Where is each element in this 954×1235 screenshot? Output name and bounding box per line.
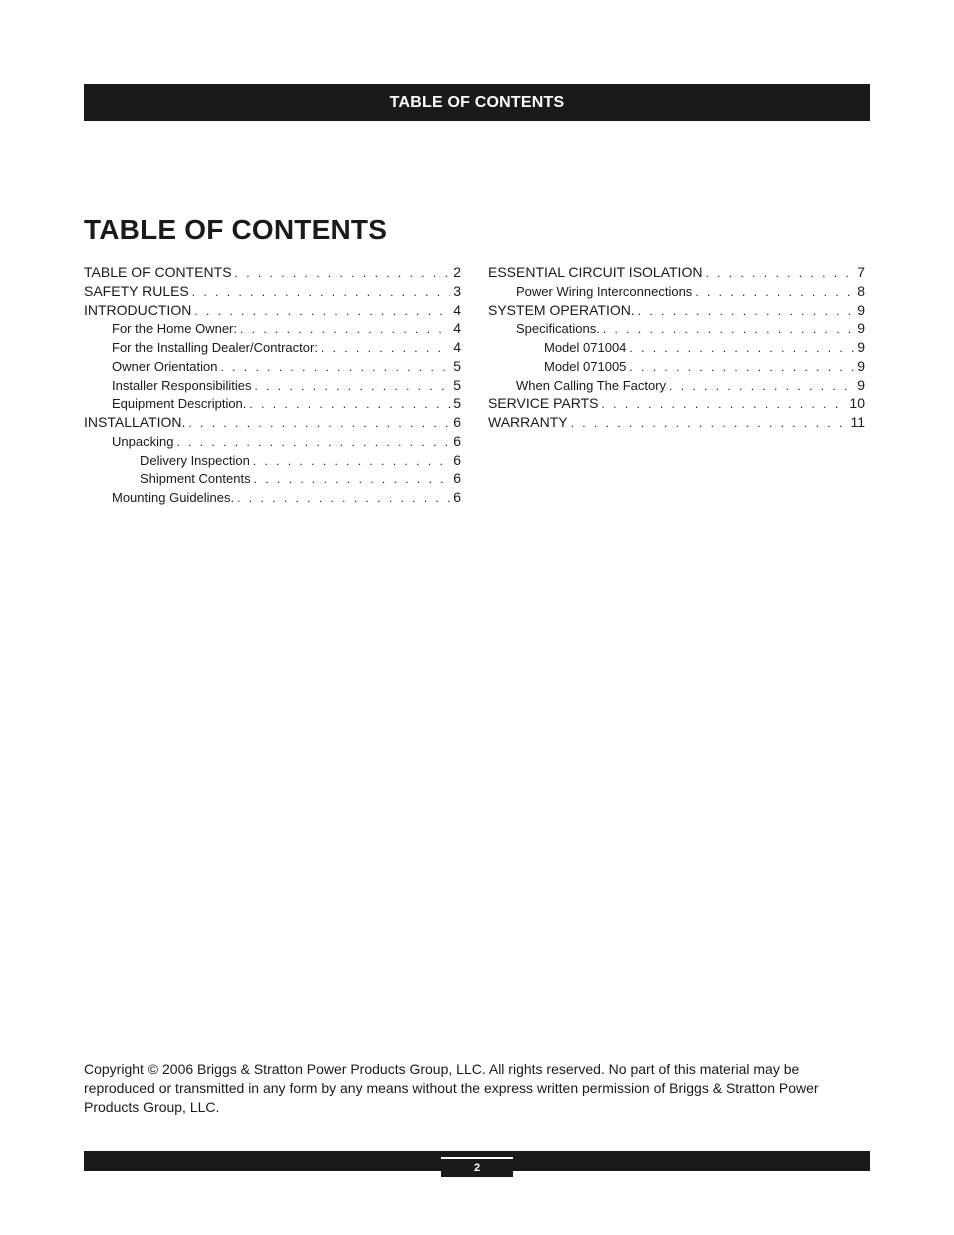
toc-entry-page: 9	[857, 376, 865, 393]
toc-entry[interactable]	[84, 282, 461, 301]
toc-entry[interactable]	[84, 413, 461, 432]
toc-entry-label: Model 071005	[544, 358, 627, 374]
toc-dot-leader	[321, 339, 450, 358]
toc-dot-leader	[629, 358, 854, 377]
toc-entry-page: 6	[453, 432, 461, 449]
toc-dot-leader	[240, 320, 450, 339]
toc-entry-label: Power Wiring Interconnections	[516, 283, 693, 299]
toc-dot-leader	[571, 414, 848, 433]
toc-entry[interactable]	[84, 488, 461, 507]
toc-dot-leader	[603, 320, 854, 339]
toc-dot-leader	[192, 283, 450, 302]
toc-dot-leader	[254, 377, 450, 396]
page-number: 2	[473, 1162, 481, 1174]
toc-entry[interactable]	[84, 338, 461, 357]
toc-dot-leader	[705, 264, 854, 283]
toc-entry-label: Delivery Inspection	[140, 452, 250, 468]
toc-entry[interactable]	[84, 319, 461, 338]
toc-entry-page: 2	[453, 264, 461, 280]
toc-entry[interactable]	[488, 301, 865, 320]
toc-entry[interactable]	[84, 357, 461, 376]
toc-entry-page: 5	[453, 395, 461, 412]
toc-entry-label: INTRODUCTION	[84, 301, 192, 318]
toc-entry-page: 11	[850, 414, 865, 430]
toc-entry-page: 6	[453, 414, 461, 430]
toc-entry[interactable]	[488, 263, 865, 282]
toc-entry[interactable]	[84, 394, 461, 413]
toc-entry-label: Mounting Guidelines.	[112, 490, 235, 505]
toc-entry[interactable]	[84, 301, 461, 320]
toc-entry[interactable]	[84, 432, 461, 451]
toc-entry[interactable]	[488, 319, 865, 338]
toc-entry-label: Specifications.	[516, 321, 600, 337]
toc-left-column	[84, 263, 461, 507]
toc-dot-leader	[221, 358, 451, 377]
toc-dot-leader	[194, 302, 450, 321]
toc-dot-leader	[188, 414, 450, 433]
toc-entry-page: 3	[453, 282, 461, 299]
toc-dot-leader	[176, 433, 450, 452]
toc-entry-page: 6	[453, 451, 461, 468]
toc-entry[interactable]	[488, 282, 865, 301]
toc-dot-leader	[253, 452, 450, 471]
toc-dot-leader	[695, 283, 854, 302]
toc-entry-label: Model 071004	[544, 340, 627, 355]
toc-entry-label: ESSENTIAL CIRCUIT ISOLATION	[488, 264, 703, 280]
toc-dot-leader	[601, 395, 846, 414]
toc-entry[interactable]	[84, 469, 461, 488]
toc-dot-leader	[629, 339, 854, 358]
toc-right-column	[488, 263, 865, 432]
copyright-notice: Copyright © 2006 Briggs & Stratton Power Products Group, LLC. All rights reserved. No part of this material may be reproduced or transmitted in any form by any means without the express written permission of Briggs & Stratton Power Products Group, LLC.	[84, 1061, 819, 1115]
toc-entry[interactable]	[488, 357, 865, 376]
toc-entry-page: 8	[857, 282, 865, 299]
toc-entry-label: WARRANTY	[488, 414, 568, 430]
header-title: TABLE OF CONTENTS	[389, 93, 565, 111]
toc-dot-leader	[254, 470, 451, 489]
toc-entry[interactable]	[84, 376, 461, 395]
toc-entry[interactable]	[84, 263, 461, 282]
toc-entry[interactable]	[84, 451, 461, 470]
toc-entry-label: Equipment Description.	[112, 396, 247, 412]
toc-entry-page: 4	[453, 320, 461, 337]
toc-entry-label: Unpacking	[112, 433, 174, 449]
toc-entry-label: Installer Responsibilities	[112, 377, 252, 393]
toc-entry-page: 6	[453, 489, 461, 505]
toc-entry-page: 4	[453, 339, 461, 355]
toc-entry-label: SYSTEM OPERATION.	[488, 301, 635, 318]
toc-dot-leader	[237, 489, 450, 508]
toc-entry[interactable]	[488, 376, 865, 395]
toc-entry-label: For the Installing Dealer/Contractor:	[112, 340, 318, 355]
toc-dot-leader	[235, 264, 451, 283]
toc-dot-leader	[638, 302, 854, 321]
toc-entry-page: 6	[453, 470, 461, 487]
toc-dot-leader	[249, 395, 450, 414]
toc-entry-page: 7	[857, 264, 865, 280]
toc-dot-leader	[669, 377, 854, 396]
toc-entry[interactable]	[488, 394, 865, 413]
page-number-tab	[441, 1157, 513, 1177]
toc-entry-page: 5	[453, 357, 461, 374]
toc-entry-page: 9	[857, 301, 865, 318]
toc-entry-page: 4	[453, 301, 461, 318]
header-bar	[84, 84, 870, 121]
toc-entry-page: 9	[857, 339, 865, 355]
toc-entry-label: SERVICE PARTS	[488, 395, 599, 412]
toc-entry-label: Owner Orientation	[112, 358, 218, 374]
toc-entry[interactable]	[488, 338, 865, 357]
toc-entry[interactable]	[488, 413, 865, 432]
page-title: TABLE OF CONTENTS	[84, 214, 388, 245]
toc-entry-label: INSTALLATION.	[84, 414, 186, 430]
toc-entry-page: 9	[857, 320, 865, 337]
toc-entry-label: For the Home Owner:	[112, 321, 237, 337]
toc-entry-label: TABLE OF CONTENTS	[84, 264, 232, 280]
toc-entry-label: Shipment Contents	[140, 471, 251, 487]
toc-entry-label: SAFETY RULES	[84, 282, 189, 299]
toc-entry-page: 5	[453, 376, 461, 393]
toc-entry-page: 9	[857, 357, 865, 374]
toc-entry-label: When Calling The Factory	[516, 377, 667, 393]
toc-entry-page: 10	[849, 395, 865, 412]
